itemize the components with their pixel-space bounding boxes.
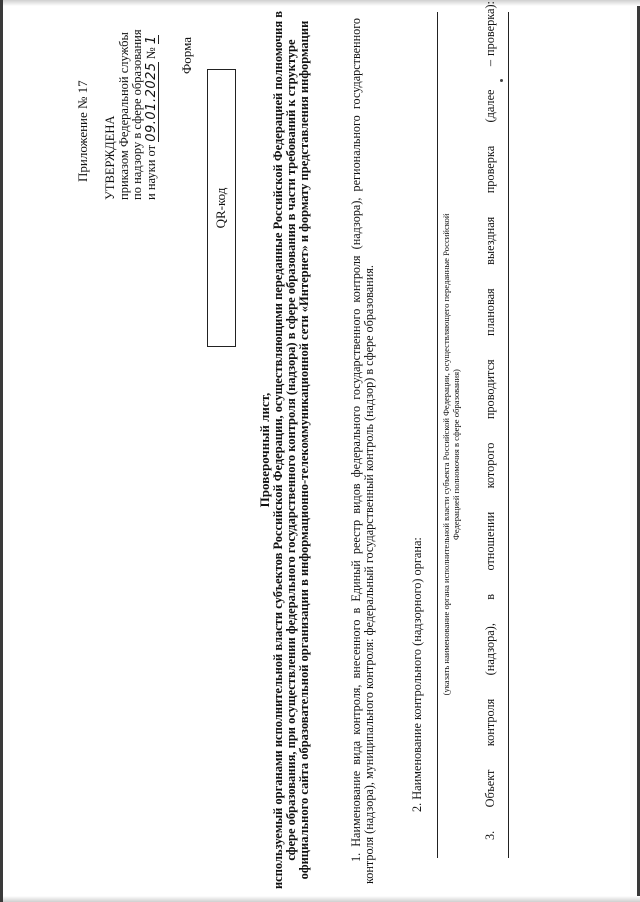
- scan-speck: [500, 79, 503, 82]
- approval-block: [104, 29, 159, 200]
- item-3-tail: проверка):: [483, 1, 497, 56]
- order-number: 1: [143, 35, 159, 45]
- approval-line-3-prefix: и науки от: [143, 144, 158, 200]
- document-title: [258, 10, 311, 890]
- item-2-caption: (указать наименование органа исполнительной власти субъекта Российской Федерации, осуществляющего переданные Российской Федерацией полномочия в сфере образования): [441, 213, 461, 696]
- title-body: используемый органами исполнительной власти субъектов Российской Федерации, осуществляющими переданные Российской Федерацией полномочия в сфере образования, при осуществлении федерального государственного контроля (надзора) в сфере образования в части требований к структуре официального сайта образовательной организации в информационно-телекоммуникационной сети «Интернет» и формату представления информации: [271, 11, 311, 890]
- qr-code-box: [207, 69, 236, 347]
- item-1-control-type: 1. Наименование вида контроля, внесенного в Единый реестр видов федерального государственного контроля (надзора), регионального государственного контроля (надзора), муниципального контроля: федеральный государственный контроль (надзор) в сфере образования.: [349, 18, 377, 884]
- approval-line-2: по надзору в сфере образования: [130, 29, 145, 200]
- approval-line-3: [145, 29, 160, 200]
- item-2-fill-line: [437, 12, 438, 858]
- order-date: 09.01.2025: [143, 62, 159, 142]
- title-line-1: Проверочный лист,: [257, 392, 272, 508]
- item-3-control-object: 3. Объект контроля (надзора), в отношении которого проводится плановая выездная проверка (далее –: [483, 60, 497, 840]
- qr-code-label: QR-код: [213, 187, 228, 229]
- appendix-label: Приложение № 17: [75, 80, 90, 182]
- item-2-control-body: 2. Наименование контрольного (надзорного) органа:: [410, 537, 424, 812]
- approval-line-1: приказом Федеральной службы: [116, 32, 131, 200]
- rotated-document-sheet: [3, 0, 640, 902]
- form-label: Форма: [179, 37, 194, 74]
- order-number-prefix: №: [143, 47, 158, 60]
- item-3-fill-line: [508, 12, 509, 858]
- approval-heading: УТВЕРЖДЕНА: [103, 115, 117, 200]
